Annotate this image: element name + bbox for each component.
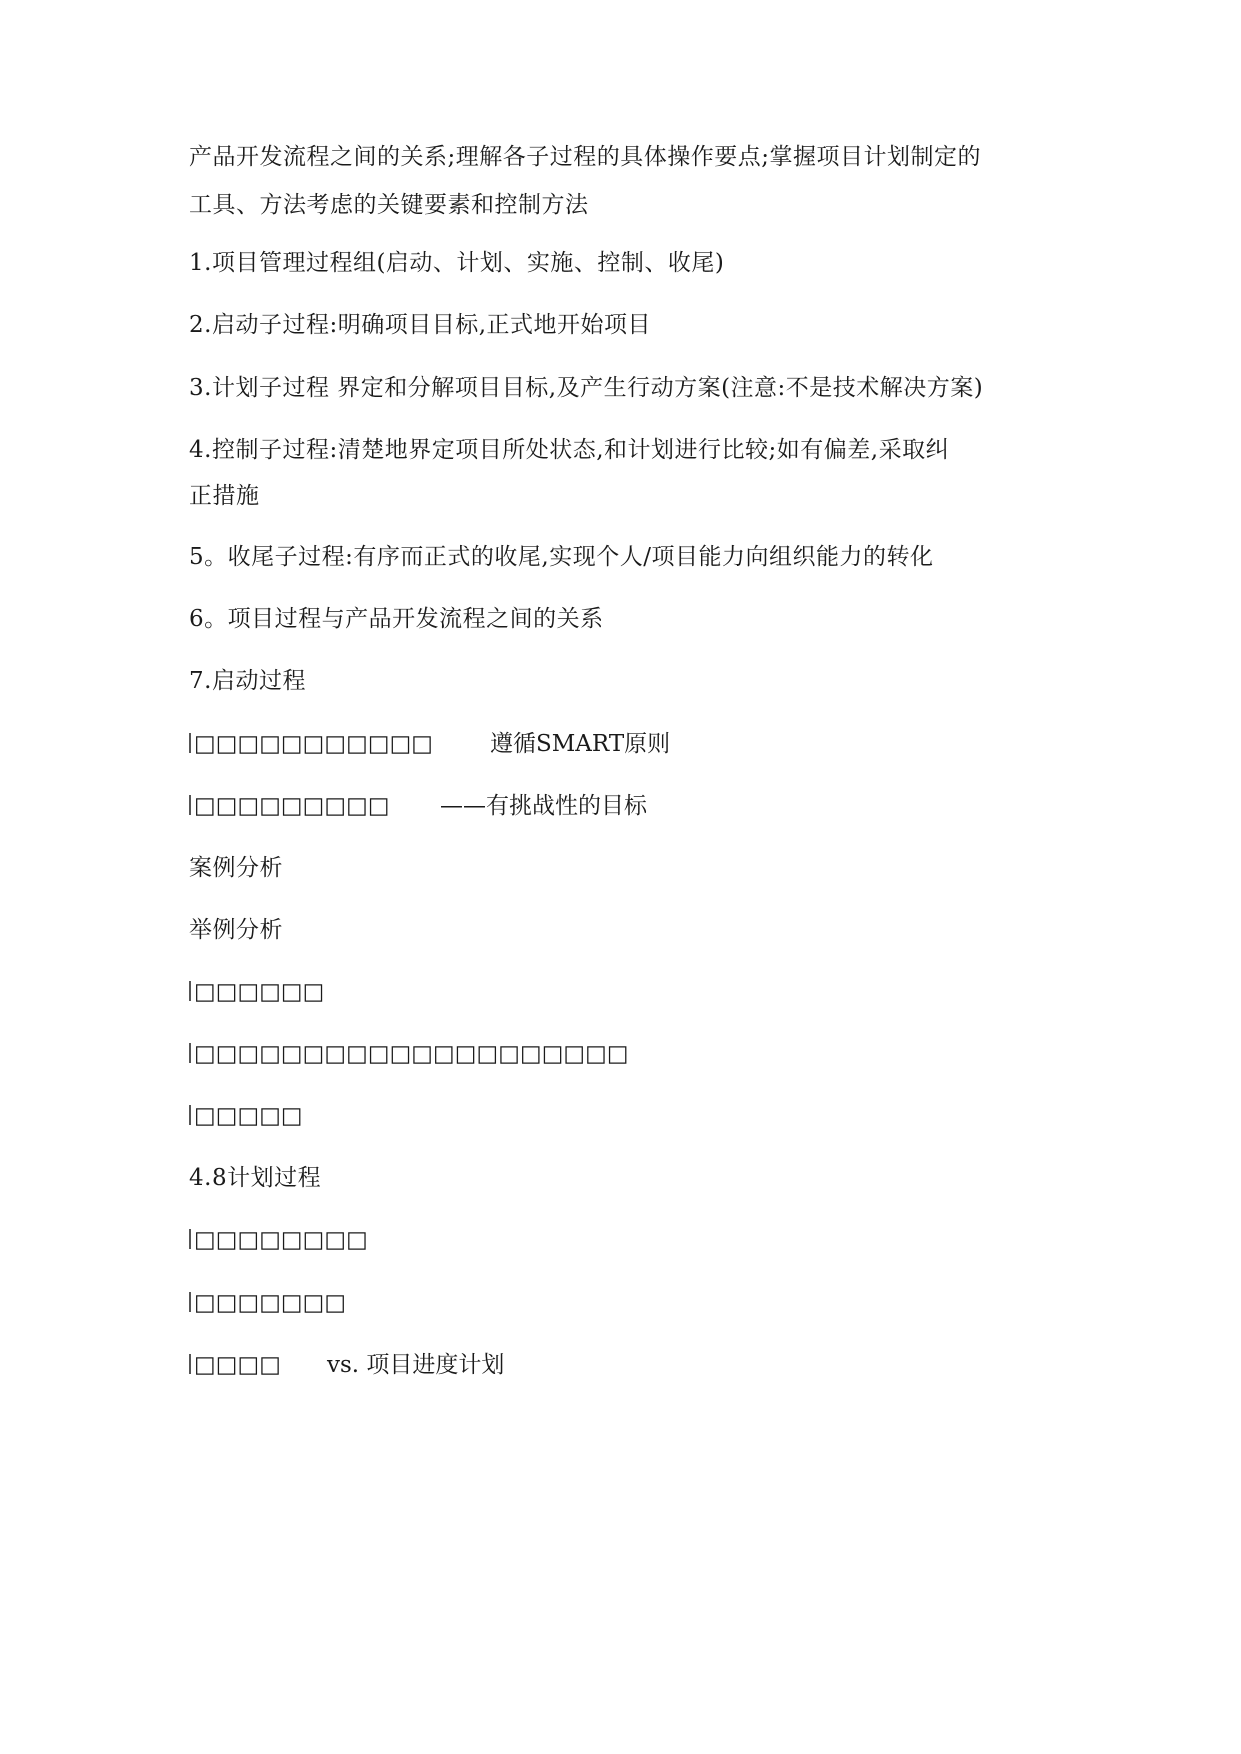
item-4: 4.控制子过程:清楚地界定项目所处状态,和计划进行比较;如有偏差,采取纠 [189,437,950,463]
item-3: 3.计划子过程 界定和分解项目目标,及产生行动方案(注意:不是技术解决方案) [189,375,984,401]
item-6: 6。项目过程与产品开发流程之间的关系 [189,606,604,632]
garbled-text-h: □□□□ [194,1351,281,1378]
garbled-text-d: □□□□□□□□□□□□□□□□□□□□ [194,1040,629,1067]
bullet-separator [189,795,191,815]
garbled-line-d [189,1039,629,1069]
bullet-separator [189,1043,191,1063]
bullet-separator [189,733,191,753]
garbled-text-a: □□□□□□□□□□□ [194,730,434,757]
item-4-cont: 正措施 [189,483,260,509]
bullet-separator [189,981,191,1001]
item-1: 1.项目管理过程组(启动、计划、实施、控制、收尾) [189,250,725,276]
garbled-line-g [189,1288,346,1318]
vs-schedule-text: vs. 项目进度计划 [327,1352,505,1378]
garbled-line-h [189,1350,281,1380]
bullet-separator [189,1105,191,1125]
garbled-line-a [189,729,433,759]
item-5: 5。收尾子过程:有序而正式的收尾,实现个人/项目能力向组织能力的转化 [189,544,934,570]
item-7: 7.启动过程 [189,668,306,694]
intro-line-2: 工具、方法考虑的关键要素和控制方法 [189,192,589,218]
plan-heading: 4.8计划过程 [189,1165,322,1191]
garbled-line-f [189,1225,368,1255]
smart-principle-text: 遵循SMART原则 [490,731,671,757]
garbled-line-b [189,791,390,821]
bullet-separator [189,1229,191,1249]
garbled-text-g: □□□□□□□ [194,1289,347,1316]
challenge-text: ——有挑战性的目标 [440,793,647,819]
bullet-separator [189,1292,191,1312]
item-2: 2.启动子过程:明确项目目标,正式地开始项目 [189,312,652,338]
garbled-line-c [189,977,324,1007]
garbled-text-b: □□□□□□□□□ [194,792,390,819]
garbled-text-e: □□□□□ [194,1102,303,1129]
garbled-text-c: □□□□□□ [194,978,325,1005]
bullet-separator [189,1354,191,1374]
example-analysis: 举例分析 [189,917,283,943]
garbled-line-e [189,1101,303,1131]
case-analysis: 案例分析 [189,855,283,881]
garbled-text-f: □□□□□□□□ [194,1226,368,1253]
intro-line-1: 产品开发流程之间的关系;理解各子过程的具体操作要点;掌握项目计划制定的 [189,144,981,170]
